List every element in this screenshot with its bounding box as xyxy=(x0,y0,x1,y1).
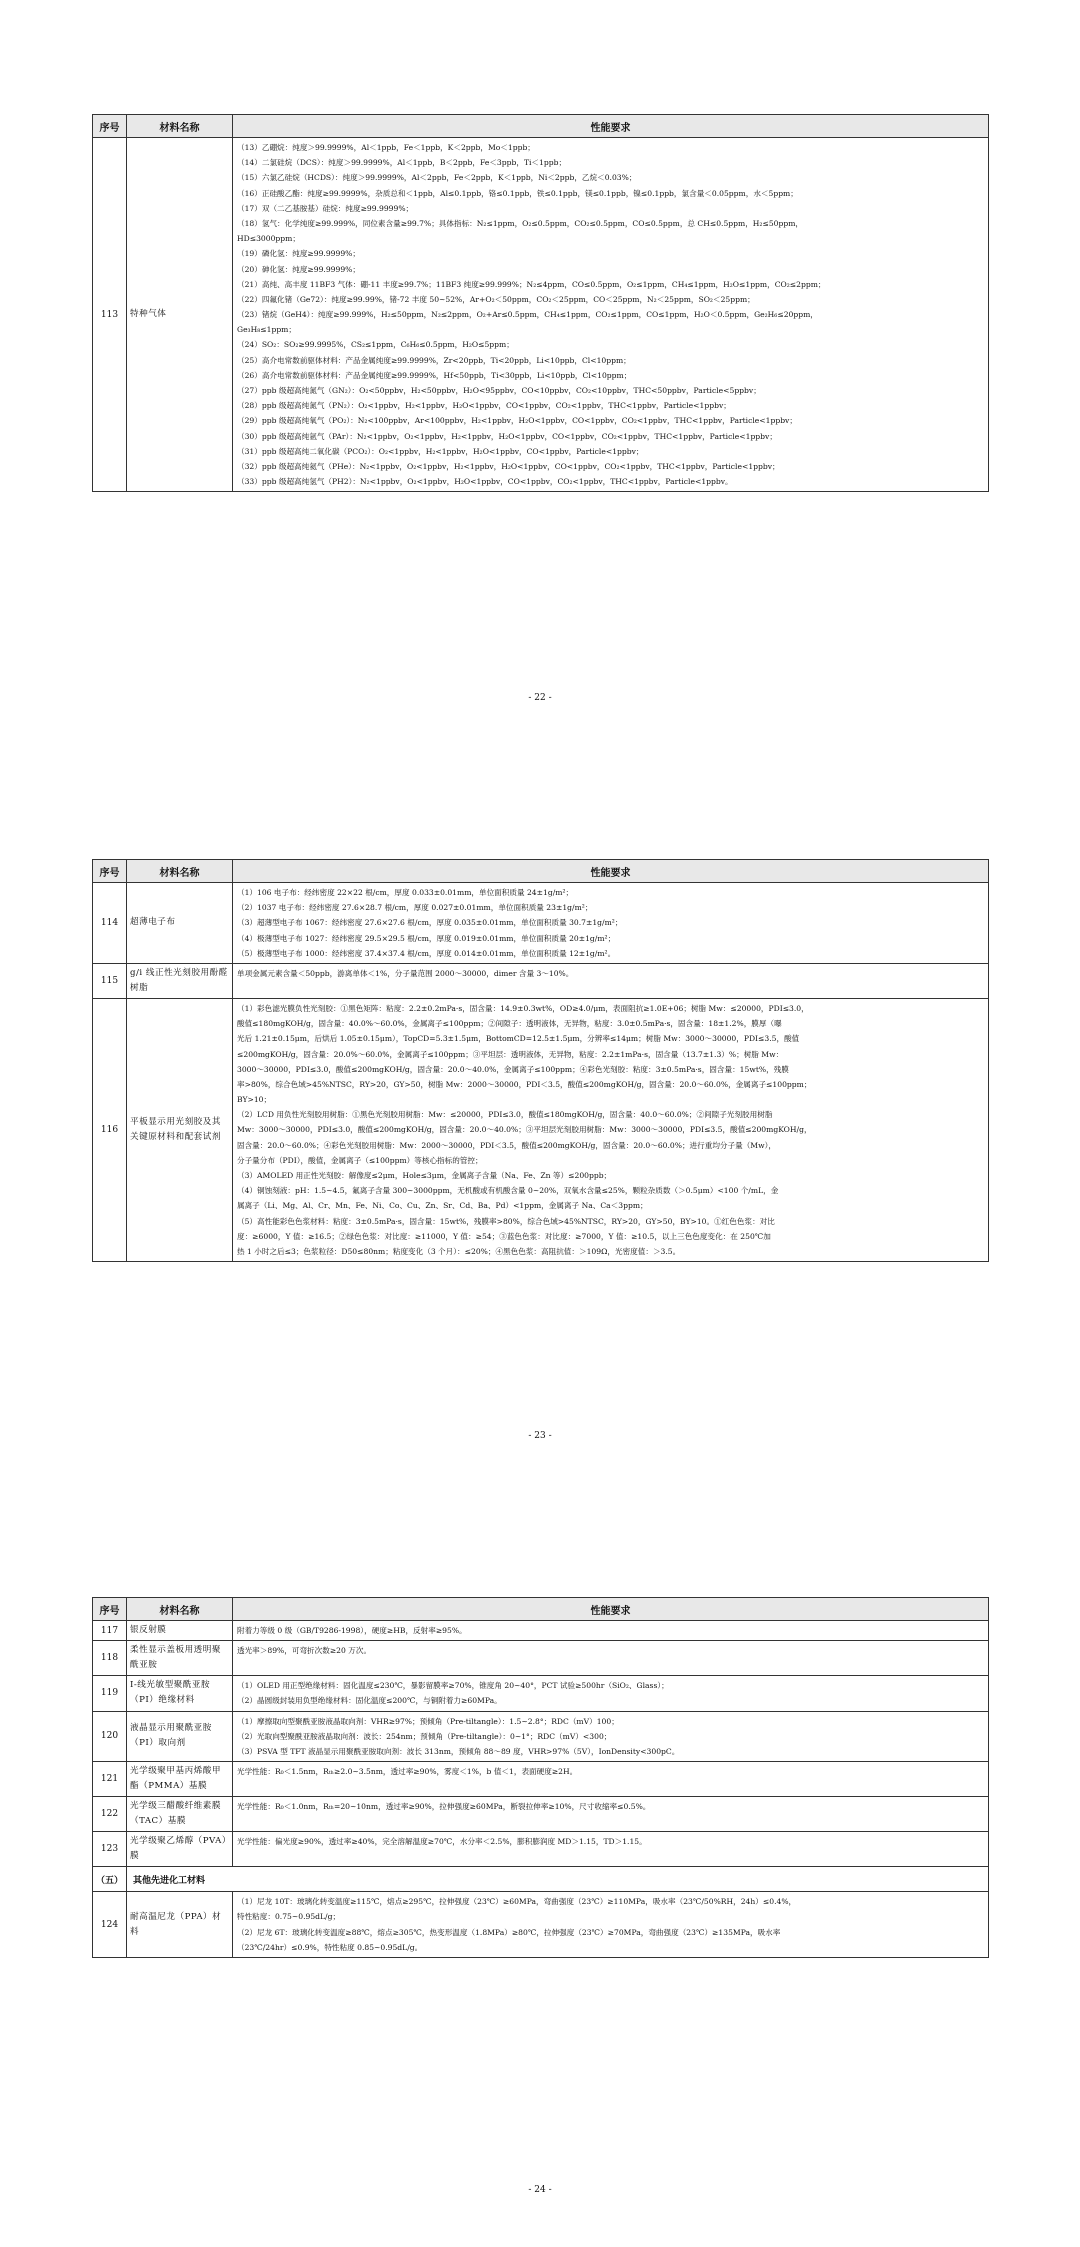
requirement-line: （20）砷化氢：纯度≥99.9999%； xyxy=(237,264,360,274)
row-number: 114 xyxy=(93,883,127,964)
requirement-line: 固含量：20.0～60.0%；④彩色光刻胶用树脂：Mw：2000～30000，PDI＜3.5，酸值≤200mgKOH/g，固含量：20.0～60.0%；进行重均分子量（Mw）， xyxy=(237,1140,776,1150)
row-number: 123 xyxy=(93,1832,127,1867)
requirement-line: （5）高性能彩色色浆材料：粘度：3±0.5mPa·s，固含量：15wt%，残膜率>80%，综合色域>45%NTSC，RY>20，GY>50，BY>10。①红色色浆：对比 xyxy=(237,1216,775,1226)
requirement-line: （26）高介电常数前驱体材料：产品金属纯度≥99.9999%，Hf<50ppb，Ti<30ppb，Li<10ppb，Cl<10ppm； xyxy=(237,370,632,380)
requirement-line: 光学性能：R₀＜1.0nm，Rₜₕ=20~10nm，透过率≥90%，拉伸强度≥60MPa，断裂拉伸率≥10%，尺寸收缩率≤0.5%。 xyxy=(237,1802,651,1812)
requirement-line: （3）AMOLED 用正性光刻胶：解像度≤2μm，Hole≤3μm，金属离子含量（Na、Fe、Zn 等）≤200ppb； xyxy=(237,1171,612,1180)
requirement-line: （30）ppb 级超高纯氩气（PAr）：N₂<1ppbv，O₂<1ppbv，H₂<1ppbv，H₂O<1ppbv，CO<1ppbv，CO₂<1ppbv，THC<1ppbv，Particle<1ppbv； xyxy=(237,431,777,441)
row-number: 120 xyxy=(93,1711,127,1762)
material-name: 光学级聚乙烯醇（PVA）膜 xyxy=(127,1832,233,1867)
requirement-line: （2）尼龙 6T：玻璃化转变温度≥88℃，熔点≥305℃，热变形温度（1.8MPa）≥80℃，拉伸强度（23℃）≥70MPa，弯曲强度（23℃）≥135MPa，吸水率 xyxy=(237,1927,781,1937)
requirement-line: 特性粘度：0.75~0.95dL/g； xyxy=(237,1912,341,1922)
spec-table-page-23 xyxy=(92,859,989,1262)
requirement-line: （1）摩擦取向型聚酰亚胺液晶取向剂：VHR≥97%；预倾角（Pre-tiltangle）：1.5~2.8°；RDC（mV）100； xyxy=(237,1716,619,1726)
requirement-line: （24）SO₂：SO₂≥99.9995%，CS₂≤1ppm，C₆H₆≤0.5ppm，H₂O≤5ppm； xyxy=(237,340,514,350)
header-name: 材料名称 xyxy=(127,860,233,883)
row-number: 113 xyxy=(93,138,127,492)
table-row xyxy=(93,883,989,964)
material-name: 液晶显示用聚酰亚胺（PI）取向剂 xyxy=(127,1711,233,1762)
requirement-line: （22）四氟化锗（Ge72）：纯度≥99.99%，锗-72 丰度 50~52%，Ar+O₂＜50ppm，CO₂＜25ppm，CO＜25ppm，N₂＜25ppm，SO₂＜25ppm； xyxy=(237,294,755,304)
table-row xyxy=(93,1676,989,1711)
requirement-line: 光后 1.21±0.15μm，后烘后 1.05±0.15μm），TopCD=5.3±1.5μm，BottomCD=12.5±1.5μm，分辨率≤14μm；树脂 Mw：3000～30000，PDI≤3.5，酸值 xyxy=(237,1034,800,1044)
requirement-line: 分子量分布（PDI），酸值，金属离子（≤100ppm）等核心指标的管控； xyxy=(237,1155,483,1165)
performance-requirements xyxy=(233,883,989,964)
section-number: （五） xyxy=(93,1867,127,1892)
row-number: 122 xyxy=(93,1797,127,1832)
requirement-line: （2）晶圆级封装用负型绝缘材料：固化温度≤200℃，与铜附着力≥60MPa。 xyxy=(237,1696,502,1706)
page-number: - 22 - xyxy=(528,693,552,703)
requirement-line: （33）ppb 级超高纯氢气（PH2）：N₂<1ppbv，O₂<1ppbv，H₂O<1ppbv，CO<1ppbv，CO₂<1ppbv，THC<1ppbv，Particle<1ppbv。 xyxy=(237,477,733,487)
requirement-line: （4）铜蚀刻液：pH：1.5~4.5，氟离子含量 300~3000ppm，无机酸或有机酸含量 0~20%，双氧水含量≤25%，颗粒杂质数（＞0.5μm）<100 个/mL，金 xyxy=(237,1186,779,1196)
requirement-line: 酸值≤180mgKOH/g，固含量：40.0%～60.0%，金属离子≤100ppm；②间隙子：透明液体，无异物，粘度：3.0±0.5mPa·s，固含量：18±1.2%，膜厚（曝 xyxy=(237,1019,782,1029)
row-number: 116 xyxy=(93,998,127,1261)
spec-table-page-24 xyxy=(92,1597,989,1958)
requirement-line: HD≤3000ppm； xyxy=(237,234,300,244)
requirement-line: （14）二氯硅烷（DCS）：纯度＞99.9999%，Al＜1ppb，B＜2ppb，Fe＜3ppb，Ti＜1ppb； xyxy=(237,158,567,168)
material-name: 超薄电子布 xyxy=(127,883,233,964)
table-row xyxy=(93,1641,989,1676)
material-name: g/i 线正性光刻胶用酚醛树脂 xyxy=(127,963,233,998)
header-performance: 性能要求 xyxy=(233,115,989,138)
requirement-line: 率>80%，综合色域>45%NTSC，RY>20，GY>50，树脂 Mw：2000～30000，PDI＜3.5，酸值≤200mgKOH/g，固含量：20.0～60.0%，金属离子≤100ppm； xyxy=(237,1079,812,1089)
row-number: 118 xyxy=(93,1641,127,1676)
material-name: 柔性显示盖板用透明聚酰亚胺 xyxy=(127,1641,233,1676)
requirement-line: （31）ppb 级超高纯二氧化碳（PCO₂）：O₂<1ppbv，H₂<1ppbv，H₂O<1ppbv，CO<1ppbv，Particle<1ppbv； xyxy=(237,446,644,456)
requirement-line: （27）ppb 级超高纯氮气（GN₂）：O₂<50ppbv，H₂<50ppbv，H₂O<95ppbv，CO<10ppbv，CO₂<10ppbv，THC<50ppbv，Particle<5ppbv； xyxy=(237,386,761,395)
header-no: 序号 xyxy=(93,115,127,138)
table-row xyxy=(93,963,989,998)
performance-requirements xyxy=(233,1797,989,1832)
requirement-line: （2）LCD 用负性光刻胶用树脂：①黑色光刻胶用树脂：Mw：≤20000，PDI≤3.0，酸值≤180mgKOH/g，固含量：40.0～60.0%；②间隙子光刻胶用树脂 xyxy=(237,1110,773,1120)
header-name: 材料名称 xyxy=(127,1598,233,1621)
header-performance: 性能要求 xyxy=(233,860,989,883)
material-name: 银反射膜 xyxy=(127,1621,233,1641)
table-body xyxy=(93,1621,989,1958)
row-number: 119 xyxy=(93,1676,127,1711)
page-number: - 24 - xyxy=(528,2185,552,2195)
requirement-line: ≤200mgKOH/g，固含量：20.0%～60.0%，金属离子≤100ppm；③平坦层：透明液体，无异物，粘度：2.2±1mPa·s，固含量（13.7±1.3）%；树脂 Mw： xyxy=(237,1049,784,1059)
page-24-table-wrap xyxy=(92,1597,988,1958)
table-row xyxy=(93,1892,989,1958)
table-row xyxy=(93,1621,989,1641)
table-row xyxy=(93,138,989,492)
material-name: 光学级三醋酸纤维素膜（TAC）基膜 xyxy=(127,1797,233,1832)
requirement-line: （13）乙硼烷：纯度＞99.9999%，Al＜1ppb，Fe＜1ppb，K＜2ppb，Mo＜1ppb； xyxy=(237,143,535,152)
requirement-line: （3）PSVA 型 TFT 液晶显示用聚酰亚胺取向剂：波长 313nm，预倾角 88～89 度，VHR>97%（5V），IonDensity<300pC。 xyxy=(237,1746,680,1756)
requirement-line: （21）高纯、高丰度 11BF3 气体：硼-11 丰度≥99.7%；11BF3 纯度≥99.999%；N₂≤4ppm，CO≤0.5ppm，O₂≤1ppm，CH₄≤1ppm，H₂O≤1ppm，CO₂≤2ppm； xyxy=(237,279,826,289)
requirement-line: 光学性能：偏光度≥90%，透过率≥40%，完全溶解温度≥70℃，水分率＜2.5%，膨积膨润度 MD＞1.15，TD＞1.15。 xyxy=(237,1837,647,1847)
requirement-line: （1）彩色滤光膜负性光刻胶：①黑色矩阵：粘度：2.2±0.2mPa·s，固含量：14.9±0.3wt%，OD≥4.0/μm，表面阻抗≥1.0E+06；树脂 Mw：≤20000，PDI≤3.0， xyxy=(237,1003,809,1013)
requirement-line: （19）磷化氢：纯度≥99.9999%； xyxy=(237,249,360,259)
section-row xyxy=(93,1867,989,1892)
page-23-table-wrap xyxy=(92,859,988,1262)
section-title: 其他先进化工材料 xyxy=(127,1867,989,1892)
row-number: 124 xyxy=(93,1892,127,1958)
performance-requirements xyxy=(233,998,989,1261)
performance-requirements xyxy=(233,1676,989,1711)
header-name: 材料名称 xyxy=(127,115,233,138)
requirement-line: 热 1 小时之后≤3；色浆粒径：D50≤80nm；粘度变化（3 个月）：≤20%；④黑色色浆：高阻抗值：＞109Ω，光密度值：＞3.5。 xyxy=(237,1246,681,1256)
requirement-line: 光学性能：R₀＜1.5nm，Rₜₕ≥2.0~3.5nm，透过率≥90%，雾度＜1%，b 值＜1，表面硬度≥2H。 xyxy=(237,1767,578,1777)
requirement-line: 属离子（Li、Mg、Al、Cr、Mn、Fe、Ni、Co、Cu、Zn、Sr、Cd、Ba、Pd）<1ppm，金属离子 Na、Ca＜3ppm； xyxy=(237,1201,648,1211)
table-row xyxy=(93,1797,989,1832)
material-name: 耐高温尼龙（PPA）材料 xyxy=(127,1892,233,1958)
performance-requirements xyxy=(233,963,989,998)
header-no: 序号 xyxy=(93,1598,127,1621)
requirement-line: （5）极薄型电子布 1000：经纬密度 37.4×37.4 根/cm，厚度 0.014±0.01mm，单位面积质量 12±1g/m²。 xyxy=(237,948,616,958)
page-22-table-wrap xyxy=(92,114,988,492)
requirement-line: 3000～30000，PDI≤3.0，酸值≤200mgKOH/g，固含量：20.0～40.0%，金属离子≤100ppm；④彩色光刻胶：粘度：3±0.5mPa·s，固含量：15wt%，残膜 xyxy=(237,1064,789,1074)
table-row xyxy=(93,998,989,1261)
requirement-line: （29）ppb 级超高纯氧气（PO₂）：N₂<100ppbv，Ar<100ppbv，H₂<1ppbv，H₂O<1ppbv，CO<1ppbv，CO₂<1ppbv，THC<1ppbv，Particle<1ppbv； xyxy=(237,416,797,426)
header-no: 序号 xyxy=(93,860,127,883)
performance-requirements xyxy=(233,1621,989,1641)
table-header-row xyxy=(93,860,989,883)
requirement-line: （25）高介电常数前驱体材料：产品金属纯度≥99.9999%，Zr<20ppb，Ti<20ppb，Li<10ppb，Cl<10ppm； xyxy=(237,355,631,365)
requirement-line: （23℃/24hr）≤0.9%，特性粘度 0.85~0.95dL/g。 xyxy=(237,1942,423,1952)
table-body xyxy=(93,883,989,1262)
performance-requirements xyxy=(233,1711,989,1762)
requirement-line: BY>10； xyxy=(237,1095,272,1105)
requirement-line: （15）六氯乙硅烷（HCDS）：纯度＞99.9999%，Al＜2ppb，Fe＜2ppb，K＜1ppb，Ni＜2ppb，乙烷＜0.03%； xyxy=(237,173,637,183)
table-header-row xyxy=(93,115,989,138)
table-row xyxy=(93,1711,989,1762)
performance-requirements xyxy=(233,1832,989,1867)
material-name: 光学级聚甲基丙烯酸甲酯（PMMA）基膜 xyxy=(127,1762,233,1797)
requirement-line: Ge₃H₈≤1ppm； xyxy=(237,325,296,335)
material-name: 特种气体 xyxy=(127,138,233,492)
row-number: 115 xyxy=(93,963,127,998)
requirement-line: （2）光取向型聚酰亚胺液晶取向剂：波长：254nm；预倾角（Pre-tiltangle）：0~1°；RDC（mV）<300； xyxy=(237,1731,612,1741)
performance-requirements xyxy=(233,1762,989,1797)
requirement-line: （28）ppb 级超高纯氮气（PN₂）：O₂<1ppbv，H₂<1ppbv，H₂O<1ppbv，CO<1ppbv，CO₂<1ppbv，THC<1ppbv，Particle<1ppbv； xyxy=(237,401,731,411)
table-header-row xyxy=(93,1598,989,1621)
requirement-line: （1）尼龙 10T：玻璃化转变温度≥115℃，熔点≥295℃，拉伸强度（23℃）≥60MPa，弯曲强度（23℃）≥110MPa，吸水率（23℃/50%RH，24h）≤0.4%， xyxy=(237,1897,797,1907)
row-number: 117 xyxy=(93,1621,127,1641)
requirement-line: （1）106 电子布：经纬密度 22×22 根/cm，厚度 0.033±0.01mm，单位面积质量 24±1g/m²； xyxy=(237,888,574,897)
requirement-line: 透光率＞89%，可弯折次数≥20 万次。 xyxy=(237,1646,372,1656)
table-row xyxy=(93,1832,989,1867)
table-body xyxy=(93,138,989,492)
requirement-line: 单项金属元素含量＜50ppb，游离单体＜1%，分子量范围 2000～30000，dimer 含量 3～10%。 xyxy=(237,968,574,978)
material-name: 平板显示用光刻胶及其关键原材料和配套试剂 xyxy=(127,998,233,1261)
performance-requirements xyxy=(233,1641,989,1676)
requirement-line: （2）1037 电子布：经纬密度 27.6×28.7 根/cm，厚度 0.027±0.01mm，单位面积质量 23±1g/m²； xyxy=(237,903,593,913)
requirement-line: Mw：3000～30000，PDI≤3.0，酸值≤200mgKOH/g，固含量：20.0～40.0%；③平坦层光刻胶用树脂：Mw：3000～30000，PDI≤3.5，酸值≤200mgKOH/g， xyxy=(237,1125,812,1135)
material-name: I-线光敏型聚酰亚胺（PI）绝缘材料 xyxy=(127,1676,233,1711)
page-number: - 23 - xyxy=(528,1431,552,1441)
requirement-line: （16）正硅酸乙酯：纯度≥99.9999%，杂质总和＜1ppb，Al≤0.1ppb，铬≤0.1ppb，铁≤0.1ppb，镁≤0.1ppb，镍≤0.1ppb，氯含量＜0.05ppm，水＜5ppm； xyxy=(237,188,798,198)
requirement-line: （1）OLED 用正型绝缘材料：固化温度≤230℃，暴影留膜率≥70%，锥度角 20~40°，PCT 试验≥500hr（SiO₂、Glass）； xyxy=(237,1681,669,1691)
performance-requirements xyxy=(233,138,989,492)
requirement-line: （18）氢气：化学纯度≥99.999%，同位素含量≥99.7%；具体指标：N₂≤1ppm，O₂≤0.5ppm，CO₂≤0.5ppm，CO≤0.5ppm，总 CH≤0.5ppm，H₂≤50ppm， xyxy=(237,218,804,228)
table-row xyxy=(93,1762,989,1797)
requirement-line: （4）极薄型电子布 1027：经纬密度 29.5×29.5 根/cm，厚度 0.019±0.01mm，单位面积质量 20±1g/m²； xyxy=(237,933,616,943)
performance-requirements xyxy=(233,1892,989,1958)
requirement-line: 度：≥6000，Y 值：≥16.5；②绿色色浆：对比度：≥11000，Y 值：≥54；③蓝色色浆：对比度：≥7000，Y 值：≥10.5，以上三色色度变化：在 250℃加 xyxy=(237,1231,771,1241)
requirement-line: （23）锗烷（GeH4）：纯度≥99.999%，H₂≤50ppm，N₂≤2ppm，O₂+Ar≤0.5ppm，CH₄≤1ppm，CO₂≤1ppm，CO≤1ppm，H₂O＜0.5ppm，Ge₂H₆≤20ppm， xyxy=(237,310,818,320)
spec-table-page-22 xyxy=(92,114,989,492)
requirement-line: （32）ppb 级超高纯氦气（PHe）：N₂<1ppbv，O₂<1ppbv，H₂<1ppbv，H₂O<1ppbv，CO<1ppbv，CO₂<1ppbv，THC<1ppbv，Particle<1ppbv； xyxy=(237,461,780,471)
requirement-line: 附着力等级 0 级（GB/T9286-1998），硬度≥HB，反射率≥95%。 xyxy=(237,1626,467,1635)
header-performance: 性能要求 xyxy=(233,1598,989,1621)
row-number: 121 xyxy=(93,1762,127,1797)
requirement-line: （3）超薄型电子布 1067：经纬密度 27.6×27.6 根/cm，厚度 0.035±0.01mm，单位面积质量 30.7±1g/m²； xyxy=(237,918,623,928)
requirement-line: （17）双（二乙基胺基）硅烷：纯度≥99.9999%； xyxy=(237,203,414,213)
